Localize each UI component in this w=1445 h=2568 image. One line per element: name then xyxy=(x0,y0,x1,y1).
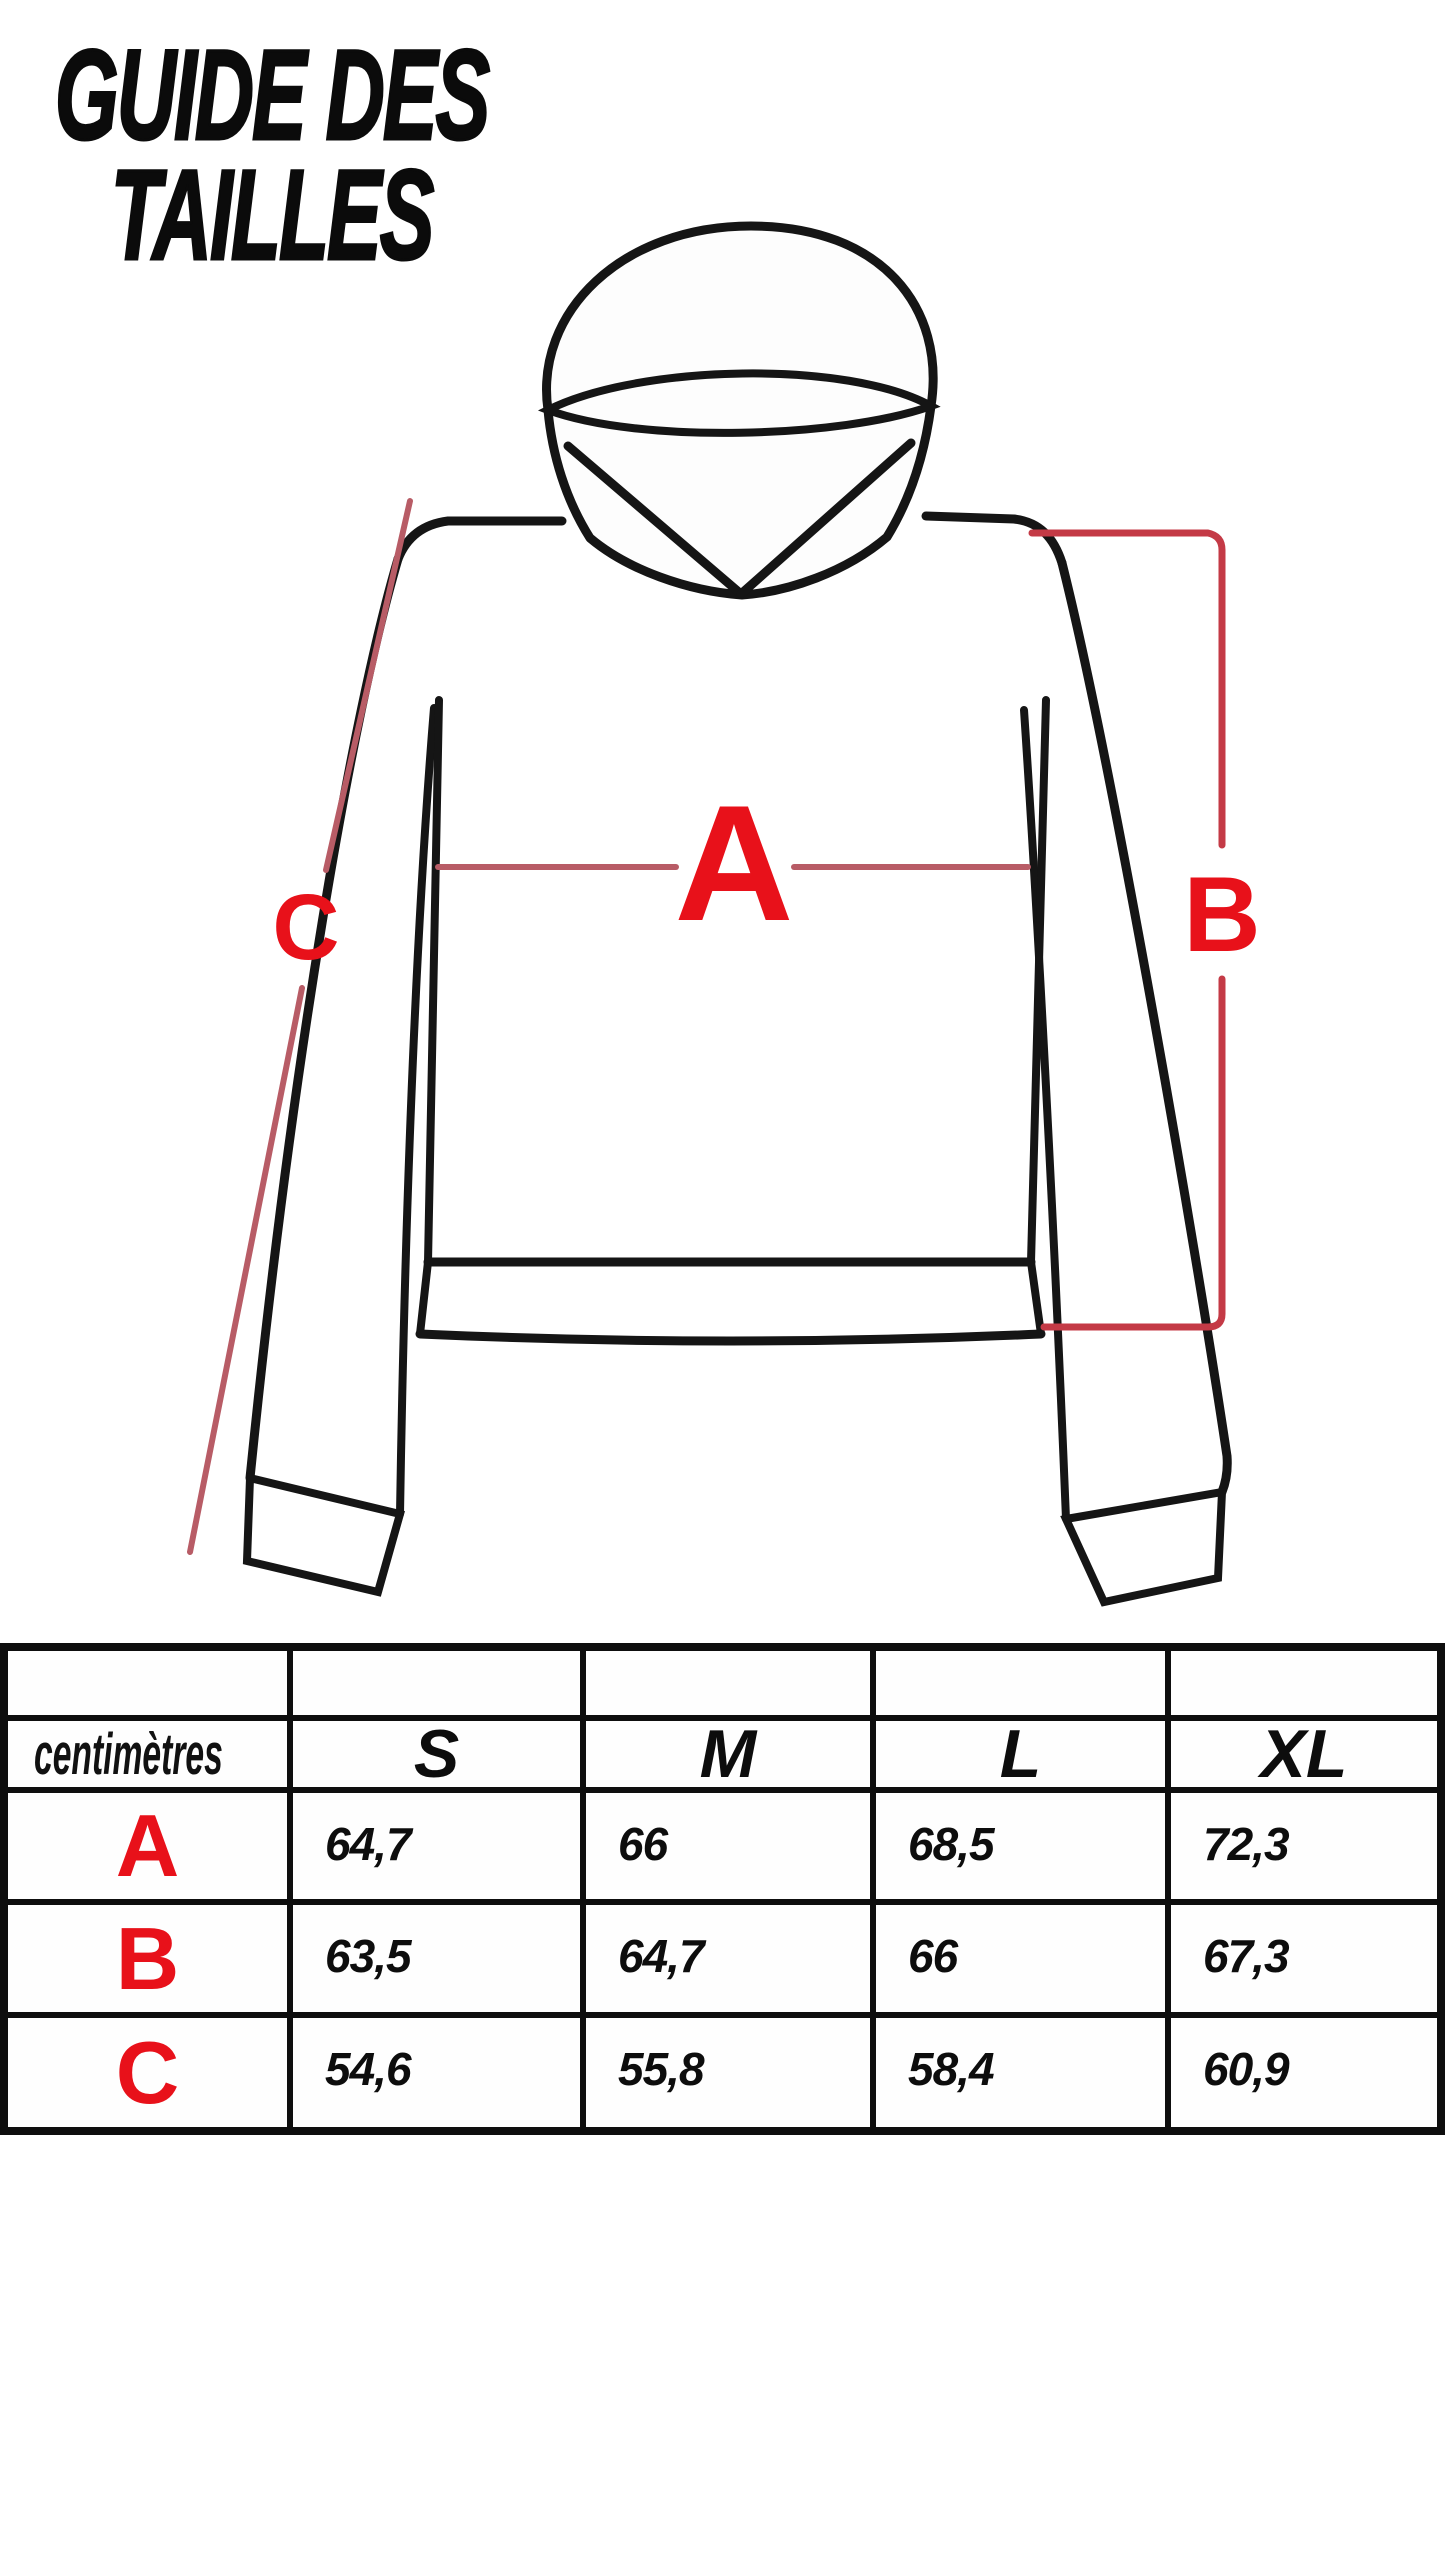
size-header-xl: XL xyxy=(1171,1721,1437,1793)
unit-header-cell xyxy=(8,1721,293,1793)
measure-c-line-lower xyxy=(190,988,302,1552)
hood-group xyxy=(547,226,934,595)
value-c-l: 58,4 xyxy=(876,2018,1171,2127)
sleeve-right-outer-line xyxy=(1062,563,1227,1492)
value-c-m: 55,8 xyxy=(586,2018,876,2127)
table-empty-cell xyxy=(876,1651,1171,1721)
value-a-xl: 72,3 xyxy=(1171,1793,1437,1905)
value-b-xl: 67,3 xyxy=(1171,1905,1437,2018)
table-empty-cell xyxy=(293,1651,586,1721)
shoulder-left-line xyxy=(398,521,562,559)
size-header-l: L xyxy=(876,1721,1171,1793)
shoulder-right-line xyxy=(926,516,1062,563)
sleeve-left-outer-line xyxy=(250,559,398,1478)
size-header-s: S xyxy=(293,1721,586,1793)
value-a-s: 64,7 xyxy=(293,1793,586,1905)
row-label-c: C xyxy=(8,2018,293,2127)
value-a-m: 66 xyxy=(586,1793,876,1905)
size-table xyxy=(0,1643,1445,2135)
measure-c-line-upper xyxy=(326,501,410,870)
table-empty-cell xyxy=(586,1651,876,1721)
table-empty-cell xyxy=(8,1651,293,1721)
measurement-annotations xyxy=(190,501,1261,1552)
measure-label-c: C xyxy=(272,875,340,979)
table-empty-cell xyxy=(1171,1651,1437,1721)
value-b-s: 63,5 xyxy=(293,1905,586,2018)
row-label-a: A xyxy=(8,1793,293,1905)
cuff-right xyxy=(1066,1492,1222,1602)
measure-label-b: B xyxy=(1183,854,1261,974)
measure-label-a: A xyxy=(674,771,794,955)
row-label-b: B xyxy=(8,1905,293,2018)
unit-label: centimètres xyxy=(34,1721,223,1787)
hoodie-body-lines xyxy=(247,516,1227,1602)
measure-b-bracket-top xyxy=(1032,533,1222,845)
value-b-l: 66 xyxy=(876,1905,1171,2018)
value-c-s: 54,6 xyxy=(293,2018,586,2127)
page-title-line2: TAILLES xyxy=(110,144,433,287)
value-a-l: 68,5 xyxy=(876,1793,1171,1905)
value-b-m: 64,7 xyxy=(586,1905,876,2018)
cuff-left xyxy=(247,1478,400,1592)
hem-bottom-line xyxy=(420,1334,1041,1341)
value-c-xl: 60,9 xyxy=(1171,2018,1437,2127)
page-title-line1: GUIDE DES xyxy=(54,24,489,167)
size-header-m: M xyxy=(586,1721,876,1793)
